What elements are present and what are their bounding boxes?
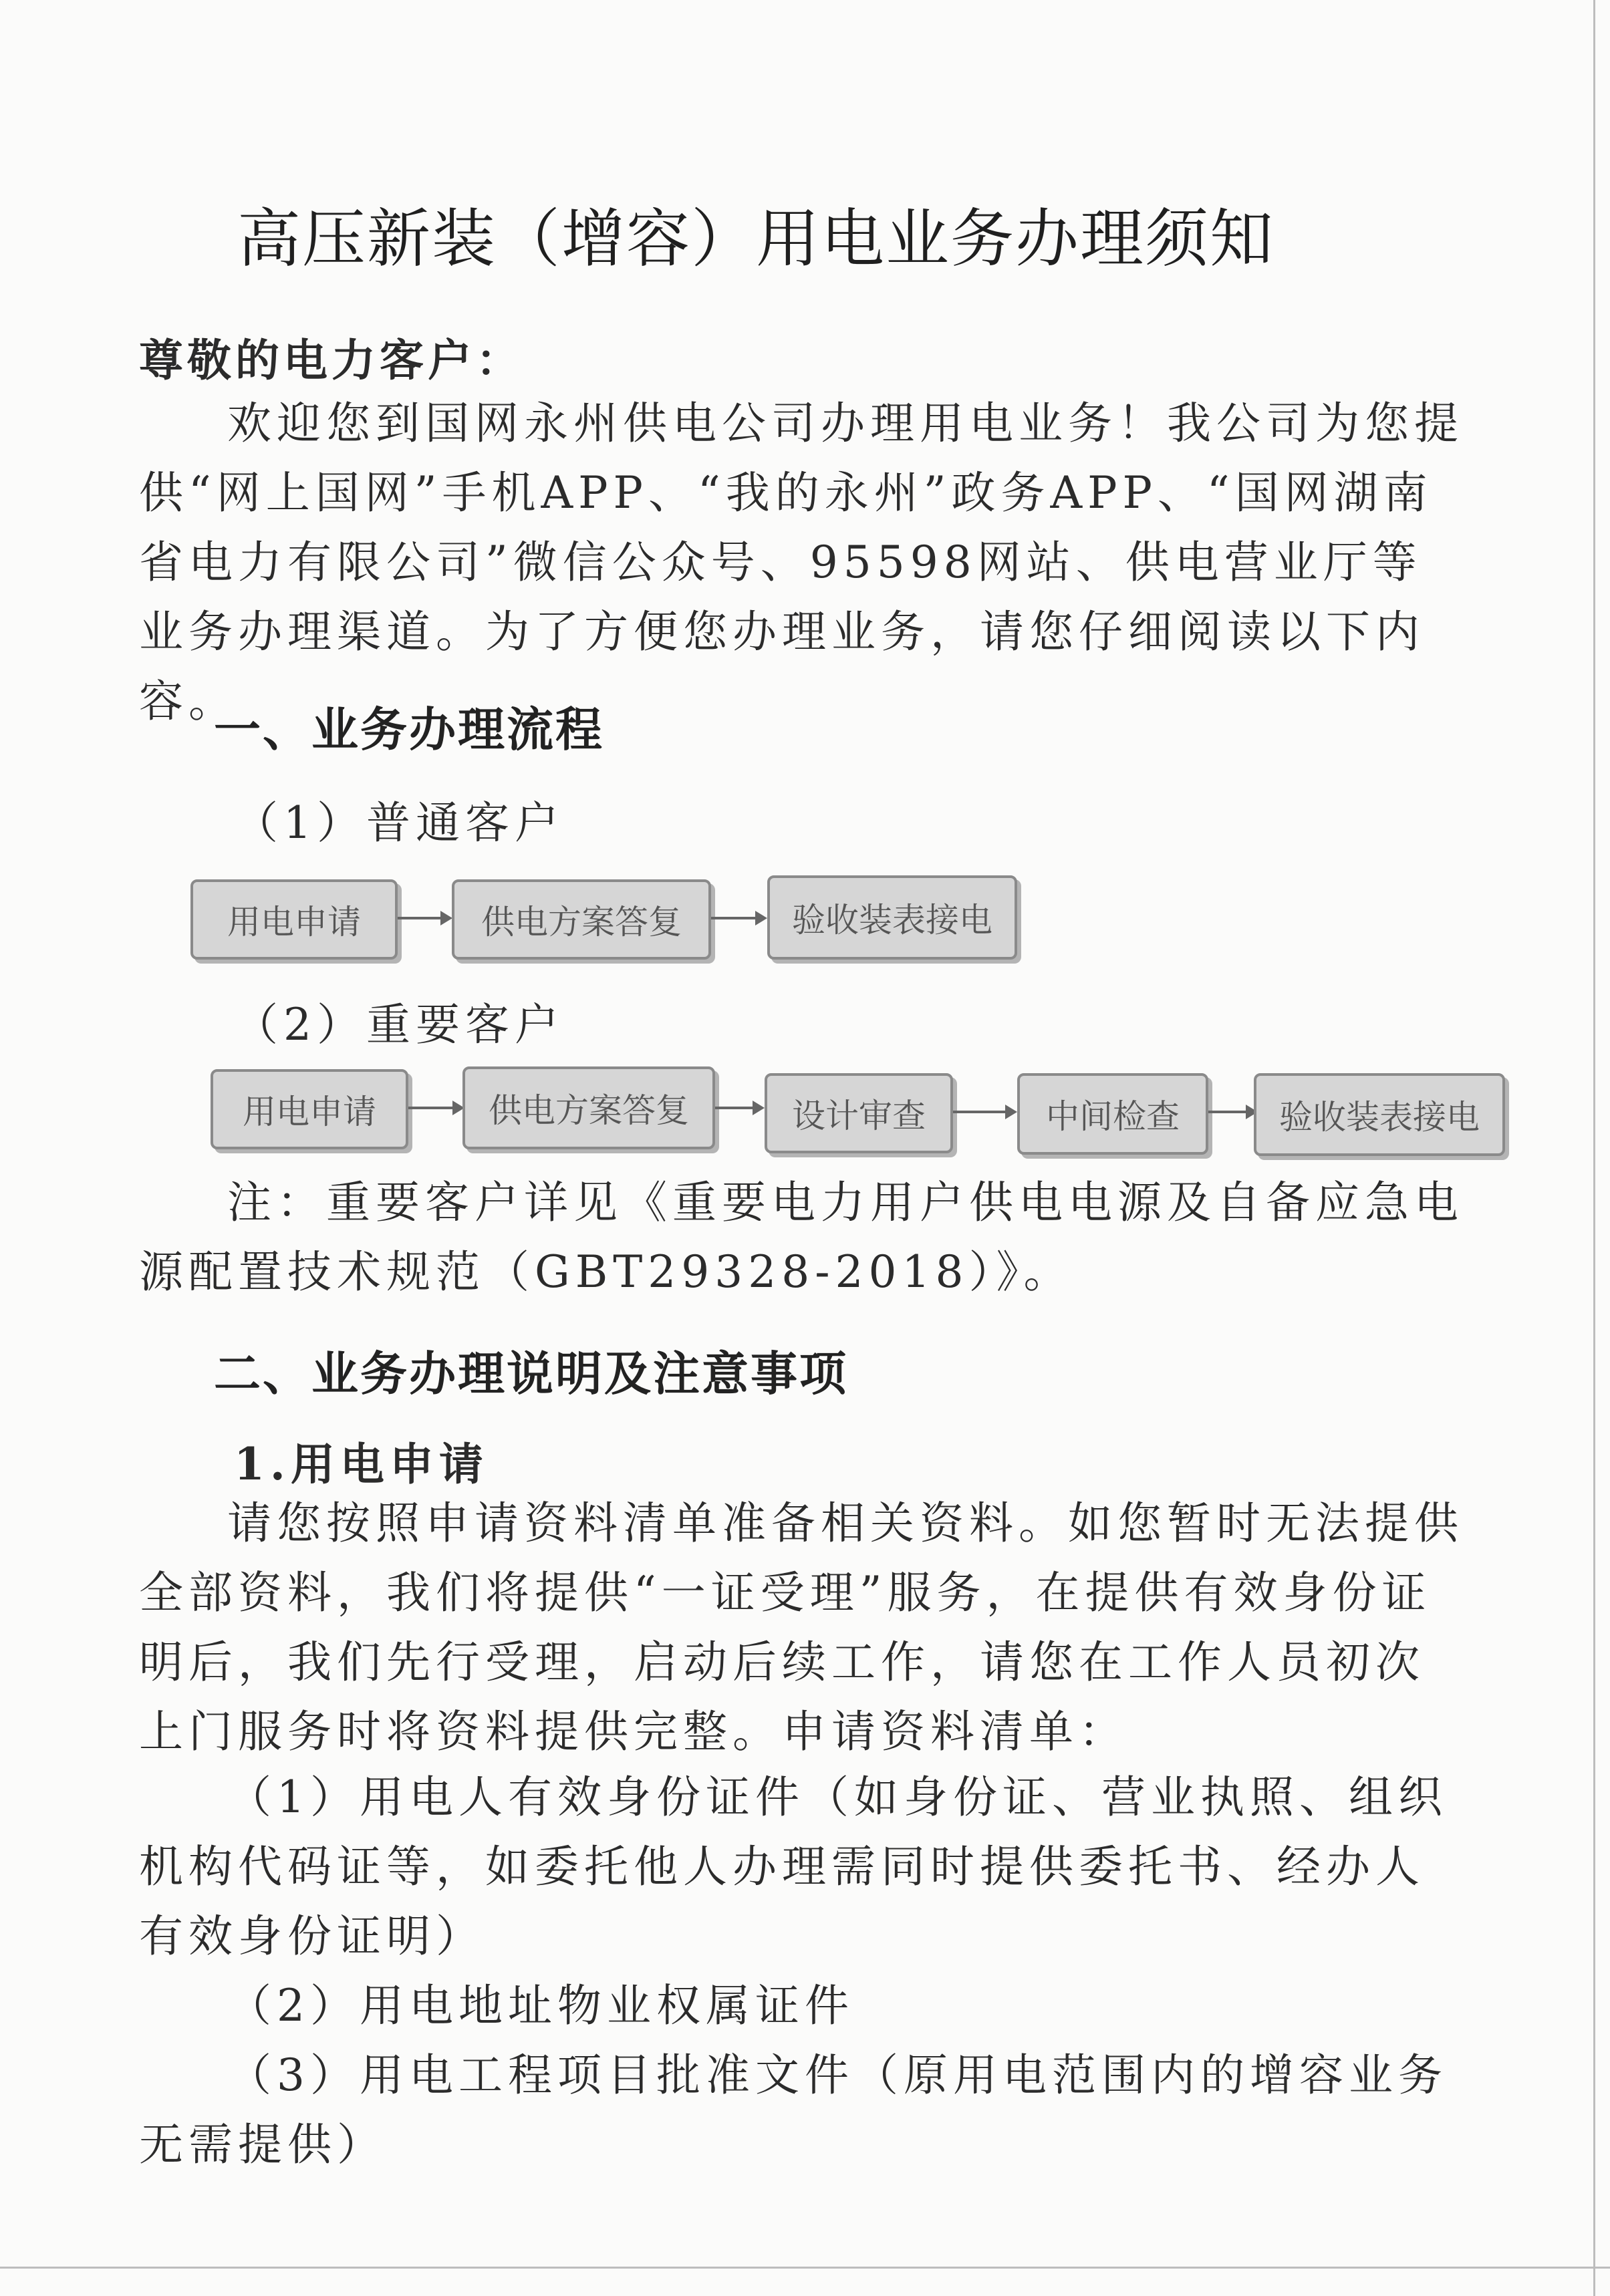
important-arrow-3 — [953, 1111, 1015, 1113]
ordinary-arrow-1 — [398, 917, 450, 919]
important-step-5: 验收装表接电 — [1254, 1073, 1505, 1156]
standard-note: 注：重要客户详见《重要电力用户供电电源及自备应急电源配置技术规范（GBT29328-2018）》。 — [139, 1177, 1464, 1298]
section1-heading: 一、业务办理流程 — [214, 702, 604, 757]
important-step-3: 设计审查 — [765, 1073, 953, 1153]
ordinary-step-3: 验收装表接电 — [767, 875, 1017, 960]
ordinary-arrow-2 — [711, 917, 765, 919]
item1-title: 1.用电申请 — [234, 1438, 489, 1490]
list-item-2: （2）用电地址物业权属证件 — [227, 1980, 854, 2031]
important-step-2: 供电方案答复 — [462, 1066, 715, 1149]
section2-heading: 二、业务办理说明及注意事项 — [214, 1346, 848, 1401]
scan-edge-right — [1593, 0, 1595, 2296]
important-arrow-1 — [408, 1107, 462, 1109]
scan-edge-bottom — [0, 2267, 1610, 2269]
important-step-1: 用电申请 — [211, 1069, 408, 1149]
important-arrow-2 — [715, 1107, 762, 1109]
item1-paragraph: 请您按照申请资料清单准备相关资料。如您暂时无法提供全部资料，我们将提供“一证受理”服务，在提供有效身份证明后，我们先行受理，启动后续工作，请您在工作人员初次上门服务时将资料提供完整。申请资料清单： — [139, 1497, 1464, 1757]
important-customer-label: （2）重要客户 — [234, 999, 564, 1050]
list-item-1: （1）用电人有效身份证件（如身份证、营业执照、组织机构代码证等，如委托他人办理需同时提供委托书、经办人有效身份证明） — [139, 1771, 1448, 1962]
important-arrow-4 — [1208, 1111, 1255, 1113]
ordinary-step-2: 供电方案答复 — [452, 879, 711, 960]
ordinary-step-1: 用电申请 — [190, 879, 398, 960]
page-title: 高压新装（增容）用电业务办理须知 — [237, 202, 1275, 276]
intro-paragraph: 欢迎您到国网永州供电公司办理用电业务！我公司为您提供“网上国网”手机APP、“我的永州”政务APP、“国网湖南省电力有限公司”微信公众号、95598网站、供电营业厅等业务办理渠道。为了方便您办理业务，请您仔细阅读以下内容。 — [139, 398, 1464, 727]
ordinary-customer-label: （1）普通客户 — [234, 797, 564, 849]
salutation: 尊敬的电力客户： — [139, 334, 524, 386]
important-step-4: 中间检查 — [1017, 1073, 1208, 1155]
list-item-3: （3）用电工程项目批准文件（原用电范围内的增容业务无需提供） — [139, 2049, 1448, 2170]
